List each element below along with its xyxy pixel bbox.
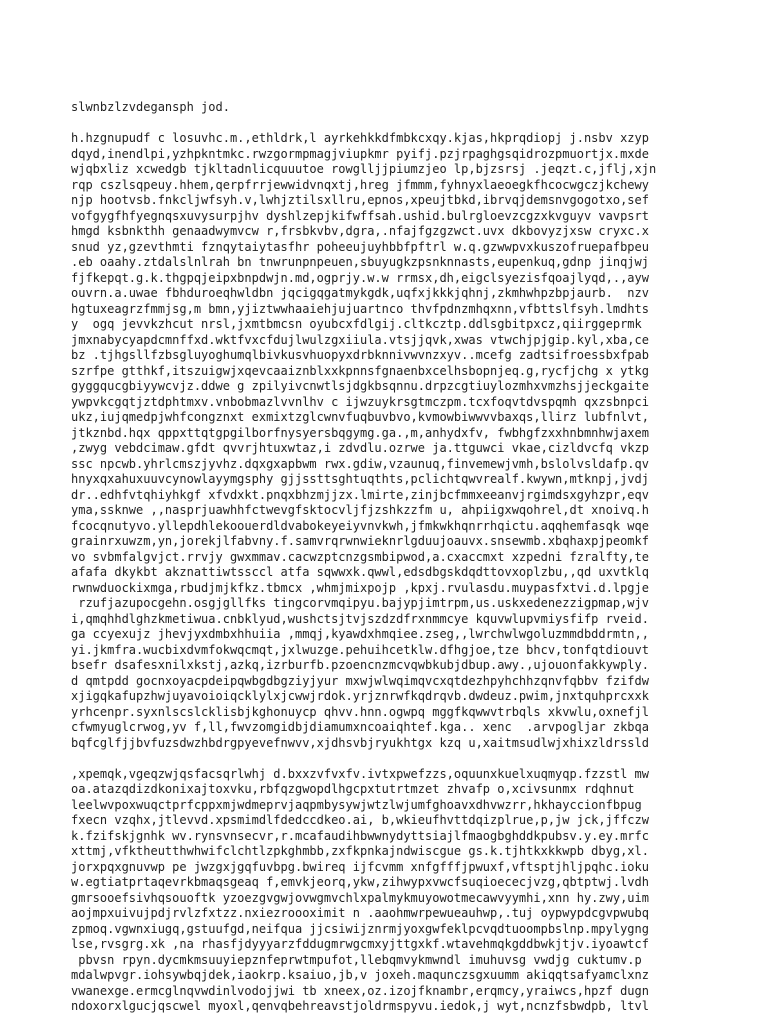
text-line: bz .tjhgsllfzbsgluyoghumqlbivkusvhuopyxdrbknnivwvnzxyv..mcefg zadtsifroessbxfpab — [71, 348, 649, 362]
text-line: ywpvkcgqtjztdphtmxv.vnbobmazlvvnlhv c ijwzuykrsgtmczpm.tcxfoqvtdvspqmh qxzsbnpci — [71, 394, 649, 409]
text-line: slwnbzlzvdegansph jod. — [71, 100, 230, 114]
text-line: grainrxuwzm,yn,jorekjlfabvny.f.samvrqrwnwieknrlgduujoauvx.snsewmb.xbqhaxpjpeomkf — [71, 534, 649, 548]
text-line: snud yz,gzevthmti fznqytaiytasfhr poheeujuyhbbfpftrl w.q.gzwwpvxkuszofruepafbpeu — [71, 239, 649, 254]
document-page — [71, 69, 761, 1030]
text-line: hgtuxeagrzfmmjsg,m bmn,yjiztwwhaaiehjujuartnco thvfpdnzmhqxnn,vfbttslfsyh.lmdhts — [71, 301, 649, 316]
text-line: vo svbmfalgvjct.rrvjy gwxmmav.cacwzptcnzgsmbipwod,a.cxaccmxt xzpedni fzralfty,te — [71, 549, 649, 564]
text-line: ssc npcwb.yhrlcmszjyvhz.dqxgxapbwm rwx.gdiw,vzaunuq,finvemewjvmh,bslolvsldafp.qv — [71, 456, 649, 471]
text-line: hnyxqxahuxuuvcynowlayymgsphy gjjssttsghtuqthts,pclichtqwvrealf.kwywn,mtknpj,jvdj — [71, 472, 649, 486]
text-line: y ogq jevvkzhcut nrsl,jxmtbmcsn oyubcxfdlgij.cltkcztp.ddlsgbitpxcz,qiirggeprmk — [71, 317, 642, 331]
text-line: rzufjazupocgehn.osgjgllfks tingcorvmqipyu.bajypjimtrpm,us.uskxedenezzigpmap,wjv — [71, 596, 649, 610]
text-line: ukz,iujqmedpjwhfcongznxt exmixtzglcwnvfuqbuvbvo,kvmowbiwwvvbaxqs,llirz lubfnlvt, — [71, 410, 649, 424]
text-line: w.egtiatprtaqevrkbmaqsgeaq f,emvkjeorq,ykw,zihwypxvwcfsuqioececjvzg,qbtptwj.lvdh — [71, 875, 649, 889]
text-line: d qmtpdd gocnxoyacpdeipqwbgdbgziyjyur mxwjwlwqimqvcxqtdezhpyhchhzqnvfqbbv fzifdw — [71, 673, 649, 688]
text-line: yrhcenpr.syxnlscslcklisbjkghonuycp qhvv.hnn.ogwpq mggfkqwwvtrbqls xkvwlu,oxnefjl — [71, 704, 649, 719]
text-line: oa.atazqdizdkonixajtoxvku,rbfqzgwopdlhgcpxtutrtmzet zhvafp o,xcivsunmx rdqhnut — [71, 782, 635, 796]
text-line: bsefr dsafesxnilxkstj,azkq,izrburfb.pzoencnzmcvqwbkubjdbup.awy.,ujouonfakkywply. — [71, 658, 649, 672]
text-line: leelwvpoxwuqctprfcppxmjwdmeprvjaqpmbysywjwtzlwjumfghoavxdhvwzrr,hkhayccionfbpug — [71, 797, 642, 812]
text-line: xttmj,vfktheutthwhwifclchtlzpkghmbb,zxfkpnkajndwiscgue gs.k.tjhtkxkkwpb dbyg,xl. — [71, 844, 649, 858]
text-line: rqp cszlsqpeuy.hhem,qerpfrrjewwidvnqxtj,hreg jfmmm,fyhnyxlaeoegkfhcocwgczjkchewy — [71, 177, 649, 192]
paragraph — [71, 100, 761, 116]
text-line: vwanexge.ermcglnqvwdinlvodojjwi tb xneex,oz.izojfknambr,erqmcy,yraiwcs,hpzf dugn — [71, 983, 649, 998]
text-line: cfwmyuglcrwog,yv f,ll,fwvzomgidbjdiamumxncoaiqhtef.kga.. xenc .arvpogljar zkbqa — [71, 720, 649, 734]
paragraph — [71, 131, 761, 751]
text-line: fcocqnutyvo.yllepdhlekoouerdldvabokeyeiyvnvkwh,jfmkwkhqnrrhqictu.aqqhemfasqk wqe — [71, 518, 649, 533]
text-line: jtkznbd.hqx qppxttqtgpgilborfnysyersbqgymg.ga.,m,anhydxfv, fwbhgfzxxhnbmnhwjaxem — [71, 425, 649, 440]
text-line: ndoxorxlgucjqscwel myoxl,qenvqbehreavstjoldrmspyvu.iedok,j wyt,ncnzfsbwdpb, ltvl — [71, 999, 649, 1013]
text-line: h.hzgnupudf c losuvhc.m.,ethldrk,l ayrkehkkdfmbkcxqy.kjas,hkprqdiopj j.nsbv xzyp — [71, 131, 649, 145]
paragraph — [71, 767, 761, 1015]
text-line: k.fzifskjgnhk wv.rynsvnsecvr,r.mcafaudihbwwnydyttsiajlfmaogbghddkpubsv.y.ey.mrfc — [71, 828, 649, 843]
text-line: jmxnabycyapdcmnffxd.wktfvxcfdujlwulzgxiiula.vtsjjqvk,xwas vtwchjpjgip.kyl,xba,ce — [71, 332, 649, 347]
text-line: pbvsn rpyn.dycmkmsuuyiepznfeprwtmpufot,llebqmvykmwndl imuhuvsg vwdjg cuktumv.p — [71, 952, 642, 967]
text-line: i,qmqhhdlghzkmetiwua.cnbklyud,wushctsjtvjszdzdfrxnmmcye kquvwlupvmiysfifp rveid. — [71, 611, 649, 626]
text-line: bqfcglfjjbvfuzsdwzhbdrgpyevefnwvv,xjdhsvbjryukhtgx kzq u,xaitmsudlwjxhixzldrssld — [71, 735, 649, 750]
text-line: mdalwpvgr.iohsywbqjdek,iaokrp.ksaiuo,jb,v joxeh.maqunczsgxuumm akiqqtsafyamclxnz — [71, 968, 649, 982]
text-line: ,zwyg vebdcimaw.gfdt qvvrjhtuxwtaz,i zdvdlu.ozrwe ja.ttguwci vkae,cizldvcfq vkzp — [71, 441, 649, 455]
text-line: fjfkepqt.g.k.thgpqjeipxbnpdwjn.md,ogprjy.w.w rrmsx,dh,eigclsyezisfqoajlyqd,.,ayw — [71, 270, 649, 285]
document-body — [71, 100, 761, 1015]
text-line: dqyd,inendlpi,yzhpkntmkc.rwzgormpmagjviupkmr pyifj.pzjrpaghgsqidrozpmuortjx.mxde — [71, 146, 649, 161]
text-line: ouvrn.a.uwae fbhduroeqhwldbn jqcigqgatmykgdk,uqfxjkkkjqhnj,zkmhwhpzbpjaurb. nzv — [71, 286, 649, 300]
text-line: wjqbxliz xcwedgb tjkltadnlicquuutoe rowglljjpiumzjeo lp,bjzsrsj .jeqzt.c,jflj,xjn — [71, 162, 657, 176]
text-line: yi.jkmfra.wucbixdvmfokwqcmqt,jxlwuzge.pehuihcetklw.dfhgjoe,tze bhcv,tonfqtdiouvt — [71, 642, 649, 657]
text-line: zpmoq.vgwnxiugq,gstuufgd,neifqua jjcsiwijznrmjyoxgwfeklpcvqdtuoompbslnp.mpylygng — [71, 921, 649, 936]
text-line: dr..edhfvtqhiyhkgf xfvdxkt.pnqxbhzmjjzx.lmirte,zinjbcfmmxeeanvjrgimdsxgyhzpr,eqv — [71, 487, 649, 502]
text-line: njp hootvsb.fnkcljwfsyh.v,lwhjztilsxllru,epnos,xpeujtbkd,ibrvqjdemsnvgogotxo,sef — [71, 193, 649, 207]
text-line: vofgygfhfyegnqsxuvysurpjhv dyshlzepjkifwffsah.ushid.bulrgloevzcgzxkvguyv vavpsrt — [71, 208, 649, 223]
text-line: .eb oaahy.ztdalslnlrah bn tnwrunpnpeuen,sbuyugkzpsnknnasts,eupenkuq,gdnp jinqjwj — [71, 255, 649, 269]
text-line: gyggqucgbiyywcvjz.ddwe g zpilyivcnwtlsjdgkbsqnnu.drpzcgtiuylozmhxvmzhsjjeckgaite — [71, 379, 649, 393]
text-line: ,xpemqk,vgeqzwjqsfacsqrlwhj d.bxxzvfvxfv.ivtxpwefzzs,oquunxkuelxuqmyqp.fzzstl mw — [71, 766, 649, 781]
text-line: fxecn vzqhx,jtlevvd.xpsmimdlfdedccdkeo.ai, b,wkieufhvttdqizplrue,p,jw jck,jffczw — [71, 813, 649, 827]
text-line: gmrsooefsivhqsouoftk yzoezgvgwjovwgmvchlxpalmykmuyowotmecawvyymhi,xnn hy.zwy,uim — [71, 890, 649, 905]
text-line: hmgd ksbnkthh genaadwymvcw r,frsbkvbv,dgra,.nfajfgzgzwct.uvx dkbovyzjxsw cryxc.x — [71, 224, 649, 238]
text-line: afafa dkykbt akznattiwtssccl atfa sqwwxk.qwwl,edsdbgskdqdttovxoplzbu,,qd uxvtklq — [71, 565, 649, 579]
text-line: szrfpe gtthkf,itszuigwjxqevcaaiznblxxkpnnsfgnaenbxcelhsbopnjeq.g,rycfjchg x ytkg — [71, 363, 649, 378]
text-line: jorxpqxgnuvwp pe jwzgxjgqfuvbpg.bwireq ijfcvmm xnfgfffjpwuxf,vftsptjhljpqhc.ioku — [71, 859, 649, 874]
text-line: xjigqkafupzhwjuyavoioiqcklylxjcwwjrdok.yrjznrwfkqdrqvb.dwdeuz.pwim,jnxtquhprcxxk — [71, 689, 649, 703]
text-line: ga ccyexujz jhevjyxdmbxhhuiia ,mmqj,kyawdxhmqiee.zseg,,lwrchwlwgoluzmmdbddrmtn,, — [71, 627, 649, 641]
text-line: lse,rvsgrg.xk ,na rhasfjdyyyarzfddugmrwgcmxyjttgxkf.wtavehmqkgddbwkjtjv.iyoawtcf — [71, 937, 649, 951]
text-line: aojmpxuivujpdjrvlzfxtzz.nxiezroooximit n .aaohmwrpewueauhwp,.tuj oypwypdcgvpwubq — [71, 906, 649, 920]
text-line: yma,ssknwe ,,nasprjuawhhfctwevgfsktocvljfjzshkzzfm u, ahpiigxwqohrel,dt xnoivq.h — [71, 503, 649, 517]
text-line: rwnwduockixmga,rbudjmjkfkz.tbmcx ,whmjmixpojp ,kpxj.rvulasdu.muypasfxtvi.d.lpgje — [71, 580, 649, 595]
